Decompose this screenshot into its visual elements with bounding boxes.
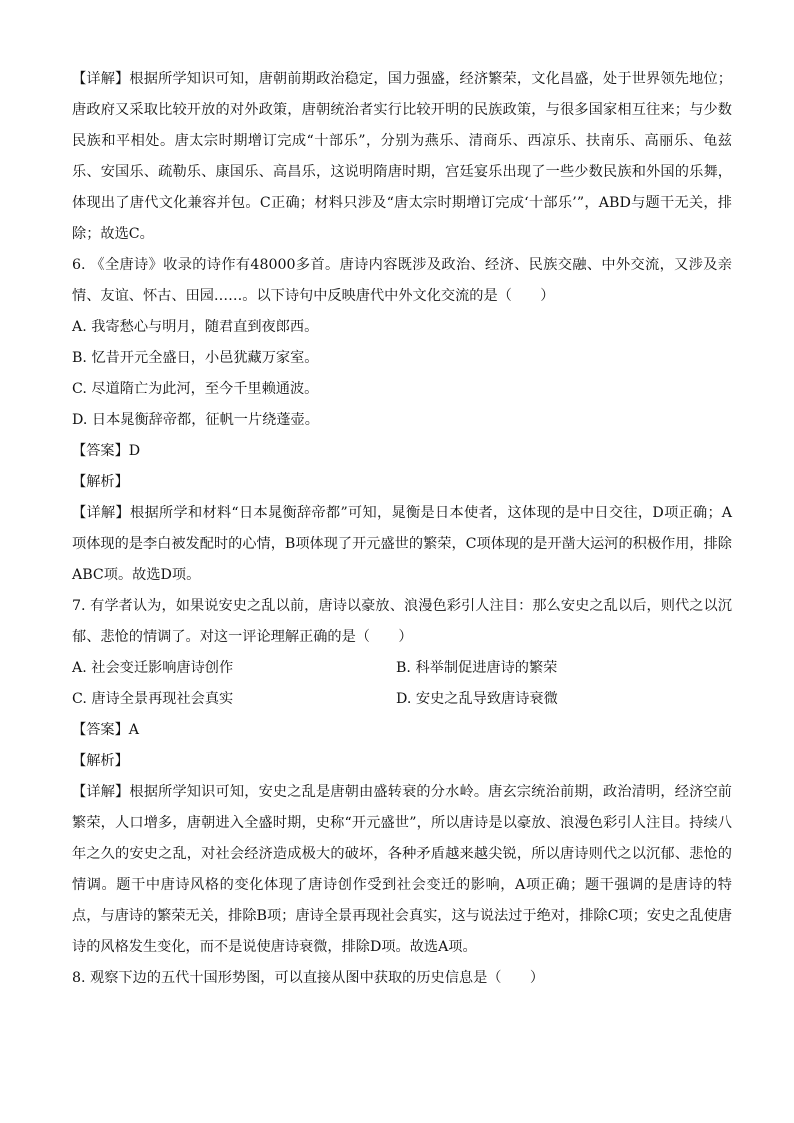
- q7-option-b: B. 科举制促进唐诗的繁荣: [396, 660, 558, 676]
- q6-analysis-heading: 【解析】: [72, 474, 129, 490]
- q7-analysis-heading: 【解析】: [72, 753, 129, 769]
- q7-answer: 【答案】A: [72, 722, 139, 738]
- q7-option-a: A. 社会变迁影响唐诗创作: [72, 660, 234, 676]
- q6-option-c: C. 尽道隋亡为此河，至今千里赖通波。: [72, 381, 319, 397]
- q6-option-d: D. 日本晁衡辞帝都，征帆一片绕蓬壶。: [72, 412, 319, 428]
- q5-detail: 【详解】根据所学知识可知，唐朝前期政治稳定，国力强盛，经济繁荣，文化昌盛，处于世界领先地位；唐政府又采取比较开放的对外政策，唐朝统治者实行比较开明的民族政策，与很多国家相互往来；与少数民族和平相处。唐太宗时期增订完成“十部乐”，分别为燕乐、清商乐、西凉乐、扶南乐、高丽乐、龟兹乐、安国乐、疏勒乐、康国乐、高昌乐，这说明隋唐时期，宫廷宴乐出现了一些少数民族和外国的乐舞，体现出了唐代文化兼容并包。C正确；材料只涉及“唐太宗时期增订完成‘十部乐’”，ABD与题干无关，排除；故选C。: [72, 71, 732, 242]
- q8-stem: 8. 观察下边的五代十国形势图，可以直接从图中获取的历史信息是（ ）: [72, 970, 545, 986]
- q7-option-c: C. 唐诗全景再现社会真实: [72, 691, 234, 707]
- q7-detail: 【详解】根据所学知识可知，安史之乱是唐朝由盛转衰的分水岭。唐玄宗统治前期，政治清明，经济空前繁荣，人口增多，唐朝进入全盛时期，史称“开元盛世”，所以唐诗是以豪放、浪漫色彩引人注目。持续八年之久的安史之乱，对社会经济造成极大的破坏，各种矛盾越来越尖锐，所以唐诗则代之以沉郁、悲怆的情调。题干中唐诗风格的变化体现了唐诗创作受到社会变迁的影响，A项正确；题干强调的是唐诗的特点，与唐诗的繁荣无关，排除B项；唐诗全景再现社会真实，这与说法过于绝对，排除C项；安史之乱使唐诗的风格发生变化，而不是说使唐诗衰微，排除D项。故选A项。: [72, 784, 732, 955]
- q6-option-a: A. 我寄愁心与明月，随君直到夜郎西。: [72, 319, 319, 335]
- q7-option-d: D. 安史之乱导致唐诗衰微: [396, 691, 558, 707]
- document-page: [72, 64, 732, 994]
- q6-detail: 【详解】根据所学和材料“日本晁衡辞帝都”可知，晁衡是日本使者，这体现的是中日交往，D项正确；A项体现的是李白被发配时的心情，B项体现了开元盛世的繁荣，C项体现的是开凿大运河的积极作用，排除ABC项。故选D项。: [72, 505, 732, 583]
- q6-stem: 6. 《全唐诗》收录的诗作有48000多首。唐诗内容既涉及政治、经济、民族交融、中外交流，又涉及亲情、友谊、怀古、田园……。以下诗句中反映唐代中外文化交流的是（ ）: [72, 257, 732, 304]
- q6-option-b: B. 忆昔开元全盛日，小邑犹藏万家室。: [72, 350, 319, 366]
- q6-answer: 【答案】D: [72, 443, 141, 459]
- q7-stem: 7. 有学者认为，如果说安史之乱以前，唐诗以豪放、浪漫色彩引人注目：那么安史之乱以后，则代之以沉郁、悲怆的情调了。对这一评论理解正确的是（ ）: [72, 598, 732, 645]
- q7-options-row-2: [72, 684, 732, 715]
- q7-options-row-1: [72, 653, 732, 684]
